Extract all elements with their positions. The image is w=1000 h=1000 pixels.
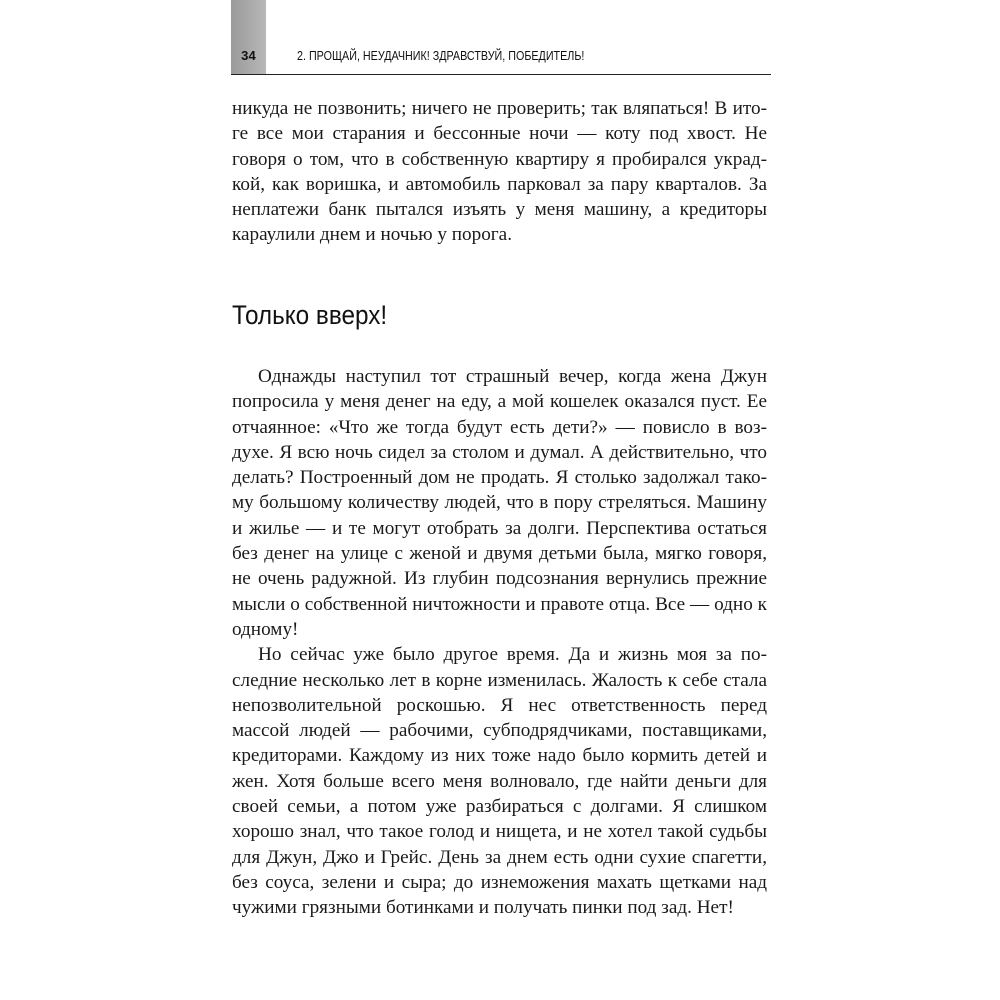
- running-head-chapter-title: 2. ПРОЩАЙ, НЕУДАЧНИК! ЗДРАВСТВУЙ, ПОБЕДИТЕЛЬ!: [297, 49, 585, 63]
- intro-paragraph: никуда не позвонить; ничего не проверить; так вляпаться! В итоге все мои старания и бессонные ночи — коту под хвост. Не говоря о том, что в собственную квартиру я пробирался украдкой, как воришка, и автомобиль парковал за пару кварталов. За неплатежи банк пытался изъять у меня машину, а кредиторы караулили днем и ночью у порога.: [232, 98, 767, 246]
- page-number: 34: [241, 48, 256, 63]
- intro-text: [232, 96, 767, 248]
- body-paragraph: Но сейчас уже было другое время. Да и жизнь моя за последние несколько лет в корне изменилась. Жалость к себе стала непозволительной роскошью. Я нес ответственность перед массой людей — рабочими, субподрядчиками, поставщиками, кредиторами. Каждому из них тоже надо было кормить детей и жен. Хотя больше всего меня волновало, где найти деньги для своей семьи, а потом уже разбираться с долгами. Я слишком хорошо знал, что такое голод и нищета, и не хотел такой судьбы для Джун, Джо и Грейс. День за днем есть одни сухие спагетти, без соуса, зелени и сыра; до изнеможения махать щетками над чужими грязными ботинками и получать пинки под зад. Нет!: [232, 644, 767, 919]
- section-body: [232, 364, 767, 921]
- page-number-tab: [231, 0, 266, 75]
- body-paragraph: Однажды наступил тот страшный вечер, когда жена Джун попросила у меня денег на еду, а мой кошелек оказался пуст. Ее отчаянное: «Что же тогда будут есть дети?» — повисло в воздухе. Я всю ночь сидел за столом и думал. А действительно, что делать? Построенный дом не продать. Я столько задолжал такому большому количеству людей, что в пору стреляться. Машину и жилье — и те могут отобрать за долги. Перспектива остаться без денег на улице с женой и двумя детьми была, мягко говоря, не очень радужной. Из глубин подсознания вернулись прежние мысли о собственной ничтожности и правоте отца. Все — одно к одному!: [232, 366, 767, 640]
- header-rule: [231, 74, 771, 75]
- section-heading: Только вверх!: [232, 300, 388, 330]
